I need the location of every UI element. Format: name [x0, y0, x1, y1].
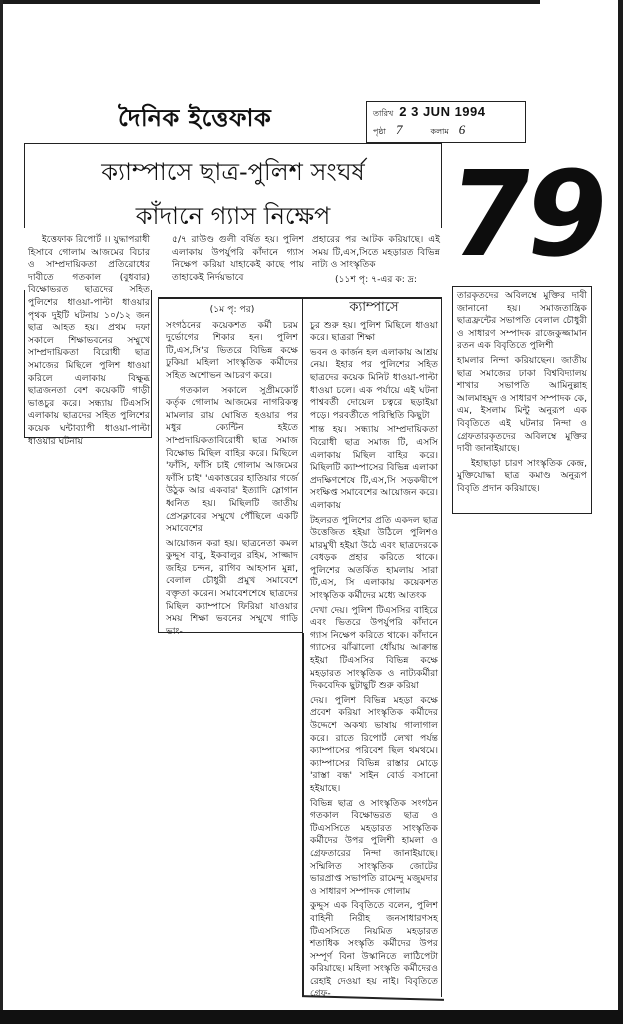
campus-paragraph-8: কুদ্দুস এক বিবৃতিতে বলেন, পুলিশ বাহিনী নিরীহ জনসাধারণসহ টিএসসিতে নিয়মিত মহড়ারত শতাধিক সংস্কৃতি কর্মীদের উপর সম্পূর্ণ বিনা উস্কানিতে লাঠিপেটা করিয়াছে। মহিলা সংস্কৃতি কর্মীদেরও রেহাই দেওয়া হয় নাই। বিবৃতিতে গ্রেফ-	[310, 900, 438, 1000]
campus-paragraph-1: চুর শুরু হয়। পুলিশ মিছিলে ধাওয়া করে। ছাত্ররা শিক্ষা	[310, 319, 438, 344]
scan-edge-right	[618, 0, 623, 1024]
page-value: 7	[395, 122, 403, 137]
headline-line-1: ক্যাম্পাসে ছাত্র-পুলিশ সংঘর্ষ	[101, 158, 365, 186]
right-paragraph-2: হামলার নিন্দা করিয়াছেন। জাতীয় ছাত্র সমাজের ঢাকা বিশ্ববিদ্যালয় শাখার সভাপতি আমিনুল্লাহ আলমাহমুদ ও সাধারণ সম্পাদক কে, এম, ইসলাম মিন্টু অনুরূপ এক বিবৃতিতে এই ঘটনার নিন্দা ও গ্রেফতারকৃতদের অবিলম্বে মুক্তির দাবী জানাইয়াছে।	[457, 354, 587, 455]
campus-paragraph-7: বিভিন্ন ছাত্র ও সাংস্কৃতিক সংগঠন গতকাল বিক্ষোভরত ছাত্র ও টিএসসিতে মহড়ারত সাংস্কৃতিক কর্মীদের উপর পুলিশী হামলা ও গ্রেফতারের নিন্দা জানাইয়াছে। সম্মিলিত সাংস্কৃতিক জোটের ভারপ্রাপ্ত সভাপতি রামেন্দু মজুমদার ও সাধারণ সম্পাদক গোলাম	[310, 797, 438, 897]
campus-paragraph-4: টহলরত পুলিশের প্রতি একদল ছাত্র উত্তেজিত হইয়া উঠিলে পুলিশও মারমুখী হইয়া উঠে এবং ছাত্রদেরকে বেধড়ক প্রহার করিতে থাকে। পুলিশের অতর্কিত হামলায় সারা টি,এস, সি এলাকায় কয়েকশত সাংস্কৃতিক কর্মীদের মধ্যে আতংক	[310, 514, 438, 602]
scan-edge-bottom	[0, 1010, 623, 1024]
column-1-text: ইত্তেফাক রিপোর্ট ।। যুদ্ধাপরাধী হিসাবে গোলাম আজমের বিচার ও সাম্প্রদায়িকতা প্রতিরোধের দাবীতে গতকাল (বুধবার) বিক্ষোভরত ছাত্রদের সহিত পুলিশের ধাওয়া-পাল্টা ধাওয়ার পৃথক দুইটি ঘটনায় ১০/১২ জন ছাত্র আহত হয়। প্রথম দফা সকালে শিক্ষাভবনের সম্মুখে সাম্প্রদায়িকতা বিরোধী ছাত্র সমাজের মিছিলে পুলিশ ধাওয়া করিলে এলাকায় বিক্ষুব্ধ ছাত্রজনতা বেশ কয়েকটি গাড়ী ভাঙচুর করে। সন্ধ্যায় টিএসসি এলাকায় ছাত্রদের সহিত পুলিশের কয়েক ঘন্টাব্যাপী ধাওয়া-পাল্টা ধাওয়ার ঘটনায়	[28, 234, 150, 447]
campus-paragraph-2: ভবন ও কার্জন হল এলাকায় আশ্রয় নেয়। ইহার পর পুলিশের সহিত ছাত্রদের কয়েক মিনিট ধাওয়া-পাল্টা ধাওয়া চলে। এক পর্যায়ে এই ঘটনা পাশ্ববর্তী দোয়েল চত্বরে ছড়াইয়া পড়ে। পরবর্তীতে পরিস্থিতি কিছুটা	[310, 346, 438, 421]
right-paragraph-1: তারকৃতদের অবিলম্বে মুক্তির দাবী জানানো হয়। সমাজতান্ত্রিক ছাত্রফ্রন্টের সভাপতি বেলাল চৌধুরী ও সাধারণ সম্পাদক রাজেকুজ্জামান রতন এক বিবৃতিতে পুলিশী	[457, 290, 587, 352]
article-column-1	[28, 234, 150, 450]
headline-box	[24, 143, 442, 228]
newspaper-masthead: দৈনিক ইত্তেফাক	[118, 104, 272, 132]
column-label: কলাম	[430, 127, 449, 136]
campus-column-left-rule	[302, 633, 304, 997]
continuation-paragraph-3: আয়োজন করা হয়। ছাত্রনেতা কমল কুদ্দুস বাবু, ইকবালুর রহিম, সাজ্জাদ জহির চন্দন, রাগিব আহসান মুন্না, বেলাল চৌধুরী প্রমুখ সমাবেশে বক্তৃতা করেন। সমাবেশশেষে ছাত্রদের মিছিল ক্যাম্পাসে ফিরিয়া যাওয়ার সময় শিক্ষা ভবনের সম্মুখে গাড়ি ভাং-	[166, 537, 298, 637]
date-stamp	[366, 101, 526, 143]
column-2-text: ৫/৭ রাউণ্ড গুলী বর্ষিত হয়। পুলিশ এলাকায় উপর্যুপরি কাঁদানে গ্যাস নিক্ষেপ করিয়া যাহাকেই কাছে পায় তাহাকেই নির্দয়ভাবে	[172, 234, 304, 283]
campus-paragraph-5: দেখা দেয়। পুলিশ টিএসসির বাহিরে এবং ভিতরে উপর্যুপরি কাঁদানে গ্যাস নিক্ষেপ করিতে থাকে। কাঁদানে গ্যাসের ঝাঁঝালো ধোঁয়ায় আক্রান্ত হইয়া টিএসসির বিভিন্ন কক্ষে মহড়ারত সাংস্কৃতিক ও নাট্যকর্মীরা দিকবেদিক ছুটাছুটি শুরু করিয়া	[310, 604, 438, 692]
jump-reference: (১১শ পৃ: ৭-এর ক: দ্র:	[334, 273, 417, 285]
campus-paragraph-6: দেয়। পুলিশ বিভিন্ন মহড়া কক্ষে প্রবেশ করিয়া সাংস্কৃতিক কর্মীদের উদ্দেশে অকথ্য ভাষায় গালাগাল করে। রাতে রিপোর্ট লেখা পর্যন্ত ক্যাম্পাসের পরিবেশ ছিল থমথমে। ক্যাম্পাসের বিভিন্ন রাস্তার মোড়ে 'রাস্তা বন্ধ' সাইন বোর্ড বসানো হইয়াছে।	[310, 694, 438, 794]
continuation-label: (১ম পৃ: পর)	[209, 304, 255, 315]
scan-edge-top	[0, 0, 540, 4]
handwritten-number: 79	[440, 145, 612, 283]
campus-subheading: ক্যাম্পাসে	[349, 300, 399, 315]
column-3-text: প্রহারের পর আটক করিয়াছে। এই সময় টি,এস,সিতে মহড়ারত বিভিন্ন নাট্য ও সাংস্কৃতিক	[312, 234, 440, 271]
right-column	[457, 290, 587, 498]
article-column-3	[312, 234, 440, 288]
headline-line-2: কাঁদানে গ্যাস নিক্ষেপ	[135, 202, 331, 230]
continuation-paragraph-1: সংগঠনের কয়েকশত কর্মী চরম দুর্ভোগের শিকার হন। পুলিশ টি,এস,সি'র ভিতরে বিভিন্ন কক্ষে ঢুকিয়া মহিলা সাংস্কৃতিক কর্মীদের সহিত অশোভন আচরণ করে।	[166, 319, 298, 381]
date-label: তারিখ	[373, 109, 394, 118]
date-value: 2 3 JUN 1994	[399, 104, 486, 119]
right-paragraph-3: ইহাছাড়া চারণ সাংস্কৃতিক কেন্দ্র, মুক্তিযোদ্ধা ছাত্র কমাণ্ড অনুরূপ বিবৃতি প্রদান করিয়াছে।	[457, 457, 587, 494]
continuation-column	[166, 304, 298, 640]
campus-paragraph-3: শান্ত হয়। সন্ধ্যায় সাম্প্রদায়িকতা বিরোধী ছাত্র সমাজ টি, এসসি এলাকায় মিছিল বাহির করে। মিছিলটি ক্যাম্পাসের বিভিন্ন এলাকা প্রদক্ষিণশেষে টি,এস,সি সড়কদ্বীপে সংক্ষিপ্ত সমাবেশের আয়োজন করে। এলাকায়	[310, 424, 438, 511]
column-value: 6	[458, 122, 466, 137]
scan-edge-left	[0, 0, 3, 1024]
page-label: পৃষ্ঠা	[373, 127, 386, 136]
article-column-2	[172, 234, 304, 286]
continuation-paragraph-2: গতকাল সকালে সুপ্রীমকোর্ট কর্তৃক গোলাম আজমের নাগরিকত্ব মামলার রায় ঘোষিত হওয়ার পর মধুর ক্যেন্টিন হইতে সাম্প্রদায়িকতাবিরোধী ছাত্র সমাজ বিক্ষোভ মিছিল বাহির করে। মিছিলে 'ফাঁসি, ফাঁসি চাই গোলাম আজমের ফাঁসি চাই' 'একাত্তরের হাতিয়ার গর্জে উঠুক আর একবার' ইত্যাদি স্লোগান ধ্বনিত হয়। মিছিলটি জাতীয় প্রেসক্লাবের সম্মুখে পৌঁছিলে একটি সমাবেশের	[166, 384, 298, 535]
campus-column	[310, 302, 438, 1003]
